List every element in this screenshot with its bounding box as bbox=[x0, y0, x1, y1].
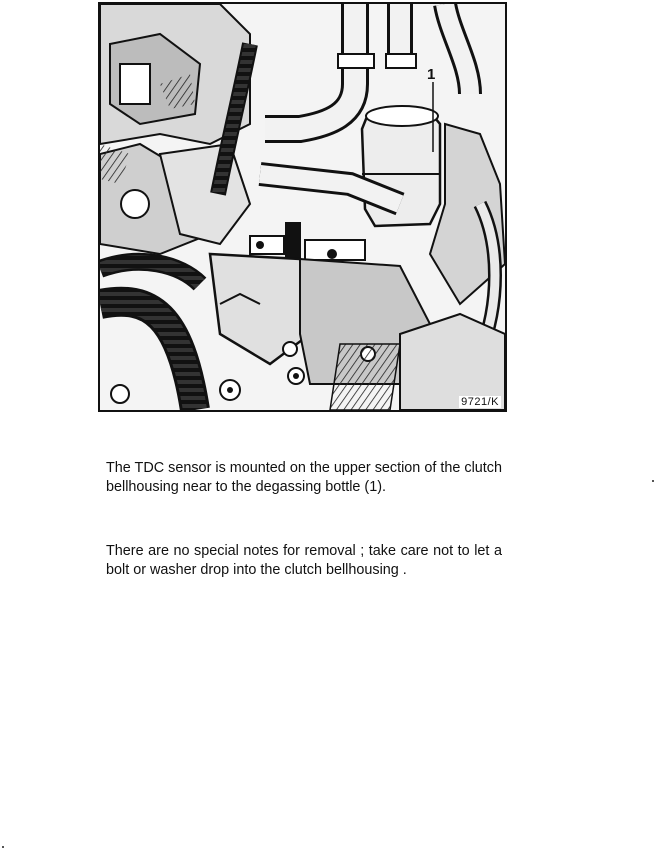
paragraph-removal-note: There are no special notes for removal ; take care not to let a bolt or washer drop into the clutch bellhousing . bbox=[106, 543, 502, 578]
figure-reference-code: 9721/K bbox=[461, 396, 499, 408]
scan-speck bbox=[652, 480, 654, 482]
scan-speck bbox=[2, 846, 4, 848]
engine-bay-figure bbox=[98, 2, 507, 412]
paragraph-location: The TDC sensor is mounted on the upper section of the clutch bellhousing near to the degassing bottle (1). bbox=[106, 460, 502, 495]
callout-label: 1 bbox=[427, 66, 436, 83]
engine-bay-illustration bbox=[100, 4, 505, 410]
